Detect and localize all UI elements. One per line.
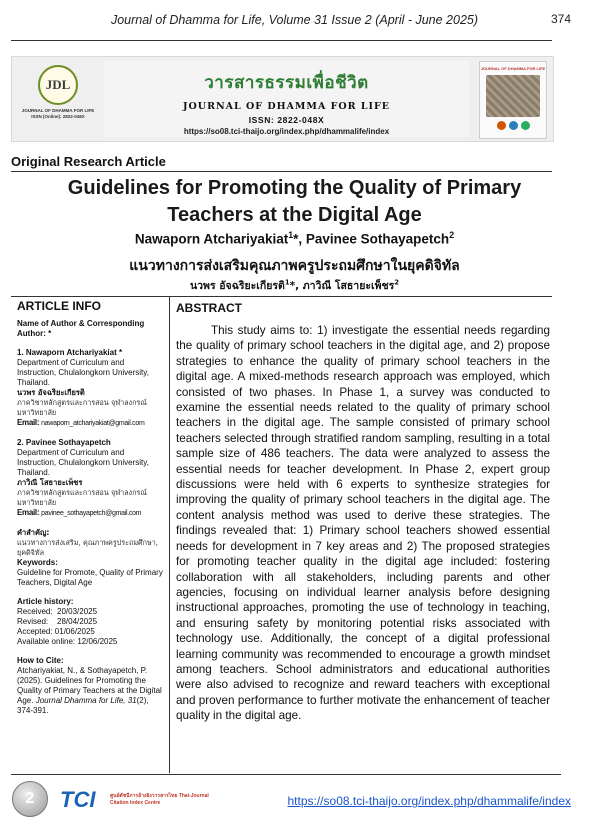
banner-title-block: [104, 61, 469, 137]
banner-url[interactable]: https://so08.tci-thaijo.org/index.php/dhammalife/index: [183, 127, 390, 136]
author-2-thai-department: ภาควิชาหลักสูตรและการสอน จุฬาลงกรณ์มหาวิทยาลัย: [17, 488, 147, 507]
citation-tail: (2), 374-391.: [17, 696, 149, 715]
author-1-sup: 1: [288, 230, 294, 240]
cover-logos: [480, 121, 546, 130]
cover-logo-icon: [521, 121, 530, 130]
cover-logo-icon: [509, 121, 518, 130]
thai-author-sep: *,: [289, 280, 303, 292]
article-history-label: Article history:: [17, 597, 74, 606]
title-top-rule: [11, 171, 552, 172]
author-line: [0, 230, 589, 247]
author-2-thai-name: ภาวิณี โสธายะเพ็ชร: [17, 478, 83, 487]
banner-thai-title: วารสารธรรมเพื่อชีวิต: [204, 73, 369, 93]
available-online-date: Available online: 12/06/2025: [17, 637, 118, 646]
journal-running-header: Journal of Dhamma for Life, Volume 31 Issue 2 (April - June 2025): [110, 13, 479, 27]
article-info-heading: ARTICLE INFO: [17, 299, 101, 313]
author-1-thai-department: ภาควิชาหลักสูตรและการสอน จุฬาลงกรณ์มหาวิทยาลัย: [17, 398, 147, 417]
author-1-email[interactable]: nawaporn_atchariyakiat@gmail.com: [41, 420, 145, 427]
jdl-logo-caption: JOURNAL OF DHAMMA FOR LIFE ISSN (Online): 2822-048X: [21, 108, 95, 119]
author-sep: *,: [293, 231, 306, 247]
email-label: Email:: [17, 418, 42, 427]
keywords-label: Keywords:: [17, 558, 58, 567]
author-2: Pavinee Sothayapetch: [305, 231, 450, 247]
journal-cover-thumbnail: [479, 61, 547, 139]
name-of-author-label: Name of Author & Corresponding Author: *: [17, 319, 145, 338]
revised-date: Revised: 28/04/2025: [17, 617, 98, 626]
columns-top-rule: [11, 296, 552, 297]
cc-license-icon: 2: [12, 781, 48, 817]
thai-author-1-sup: 1: [284, 278, 290, 287]
citation: [17, 666, 165, 716]
jdl-logo: [18, 63, 98, 135]
columns-bottom-rule: [11, 774, 561, 775]
email-label: Email:: [17, 508, 42, 517]
article-title: [0, 175, 589, 229]
journal-banner: [11, 56, 554, 142]
thai-keywords-label: คำสำคัญ:: [17, 528, 50, 537]
cover-logo-icon: [497, 121, 506, 130]
citation-text: Atchariyakiat, N., & Sothayapetch, P. (2025). Guidelines for Promoting the Quality of Primary Teachers at the Digital Age.: [17, 666, 162, 705]
author-1: Nawaporn Atchariyakiat: [134, 231, 289, 247]
thai-author-2: ภาวิณี โสธายะเพ็ชร: [302, 280, 395, 292]
title-line-2: Teachers at the Digital Age: [167, 204, 422, 226]
article-type: Original Research Article: [11, 154, 166, 169]
column-divider: [169, 296, 170, 773]
thai-author-1: นวพร อัจฉริยะเกียรติ: [189, 280, 285, 292]
footer-logos: [12, 779, 262, 819]
abstract-heading: ABSTRACT: [176, 301, 242, 315]
thai-keywords: แนวทางการส่งเสริม, คุณภาพครูประถมศึกษา, ยุคดิจิทัล: [17, 538, 159, 557]
title-line-1: Guidelines for Promoting the Quality of Primary: [67, 177, 522, 199]
thai-author-2-sup: 2: [394, 278, 400, 287]
how-to-cite-label: How to Cite:: [17, 656, 64, 665]
author-2-email[interactable]: pavinee_sothayapetch@gmail.com: [41, 510, 142, 517]
thai-author-line: [0, 277, 589, 294]
author-1-email-row: [17, 418, 165, 429]
citation-journal: Journal Dhamma for Life, 31: [35, 696, 137, 705]
abstract-text: This study aims to: 1) investigate the essential needs regarding the quality of primary school teachers in the digital age, and 2) propose strategies to enhance the quality of primary school teachers in the digital age. A mixed-methods research approach was employed, which consisted of two phases. In Phase 1, a survey was conducted to examine the essential needs related to the quality of primary school teachers in the digital age. The sample consisted of primary school teachers selected through stratified random sampling, resulting in a total sample size of 486 teachers. The data were analyzed to assess the essential needs for teacher development. In Phase 2, expert group discussions were held with 6 experts to synthesize strategies for improving the quality of primary school teachers in the digital age. The content analysis method was used to derive these strategies. The findings revealed that: 1) Primary school teachers showed essential needs for development in 7 key areas and 2) The proposed strategies for promoting teacher quality in the digital age included: fostering collaboration with all stakeholders, including parents and other agencies, focusing on individual learner analysis before designing instructional approaches, promoting the use of technology in teaching, and ensuring safety by monitoring potential risks associated with technology use. Additionally, the concept of a digital professional learning community was recommended to encourage a growth mindset among teachers. School administrators and educational authorities were also advised to recognize and reward teachers with exceptional and proven performance to further motivate the enhancement of teacher quality in the digital age.: [176, 324, 550, 723]
article-info-column: [17, 301, 165, 716]
tci-logo-caption: ศูนย์ดัชนีการอ้างอิงวารสารไทย Thai-Journal Citation Index Centre: [110, 793, 209, 806]
accepted-date: Accepted: 01/06/2025: [17, 627, 95, 636]
author-1-department: Department of Curriculum and Instruction, Chulalongkorn University, Thailand.: [17, 358, 149, 387]
jdl-logo-emblem: JDL: [38, 65, 78, 105]
abstract-column: [176, 301, 550, 724]
tci-logo: TCI: [60, 787, 96, 812]
banner-issn: ISSN: 2822-048X: [248, 115, 325, 125]
author-2-sup: 2: [449, 230, 455, 240]
received-date: Received: 20/03/2025: [17, 607, 98, 616]
cover-image: [486, 75, 540, 117]
footer-journal-link[interactable]: https://so08.tci-thaijo.org/index.php/dhammalife/index: [287, 794, 571, 808]
cover-title: JOURNAL OF DHAMMA FOR LIFE: [480, 66, 546, 71]
author-2-email-row: [17, 508, 165, 519]
author-2-name: 2. Pavinee Sothayapetch: [17, 438, 111, 447]
header-rule: [11, 40, 552, 41]
page-number: 374: [550, 12, 571, 26]
author-1-thai-name: นวพร อัจฉริยะเกียรติ: [17, 388, 85, 397]
author-2-department: Department of Curriculum and Instruction, Chulalongkorn University, Thailand.: [17, 448, 149, 477]
banner-english-title: JOURNAL OF DHAMMA FOR LIFE: [183, 101, 390, 112]
author-1-name: 1. Nawaporn Atchariyakiat *: [17, 348, 123, 357]
thai-article-title: แนวทางการส่งเสริมคุณภาพครูประถมศึกษาในยุคดิจิทัล: [129, 258, 460, 274]
keywords: Guideline for Promote, Quality of Primary Teachers, Digital Age: [17, 568, 163, 587]
